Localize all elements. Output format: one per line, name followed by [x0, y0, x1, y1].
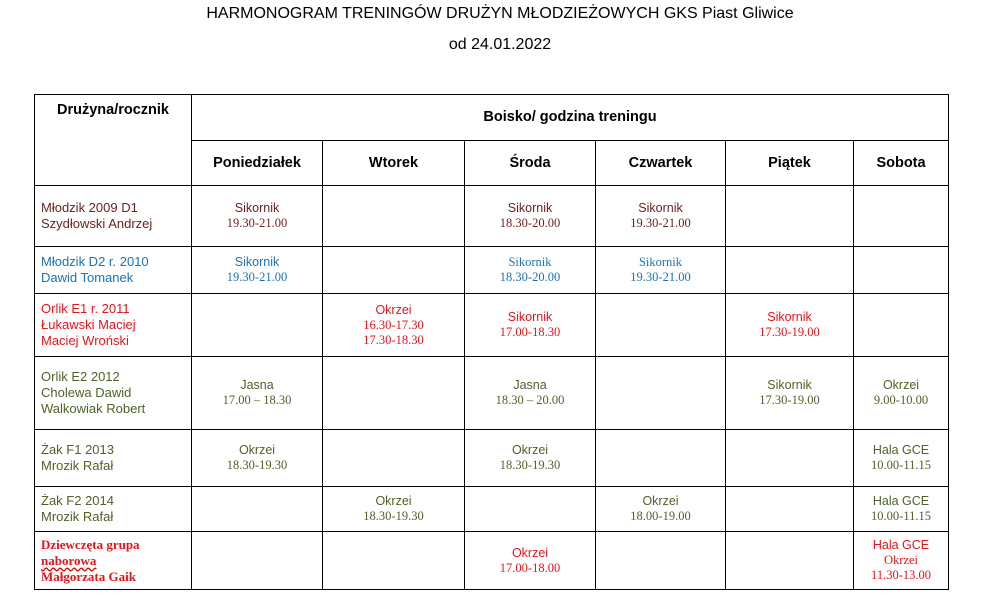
- team-line: Mrozik Rafał: [41, 509, 114, 524]
- training-cell: [323, 487, 465, 532]
- training-line: Sikornik: [638, 201, 683, 215]
- day-header-wednesday: Środa: [465, 141, 596, 186]
- team-line: Walkowiak Robert: [41, 401, 146, 416]
- team-cell: [35, 487, 192, 532]
- training-line: Jasna: [240, 378, 274, 392]
- training-line: Okrzei: [884, 553, 919, 567]
- training-cell: [596, 247, 726, 294]
- team-cell: [35, 186, 192, 247]
- training-cell: [596, 430, 726, 487]
- training-line: 18.30 – 20.00: [495, 393, 565, 407]
- training-line: 18.30-20.00: [499, 270, 561, 284]
- team-line: Małgorzata Gaik: [41, 568, 136, 584]
- training-cell: [596, 186, 726, 247]
- team-line: Żak F1 2013: [41, 442, 114, 457]
- training-line: Okrzei: [511, 443, 549, 457]
- training-cell: [854, 430, 949, 487]
- training-line: Sikornik: [508, 255, 552, 269]
- day-header-saturday: Sobota: [854, 141, 949, 186]
- training-line: 10.00-11.15: [871, 458, 931, 472]
- training-line: 18.00-19.00: [630, 509, 691, 523]
- training-cell: [192, 487, 323, 532]
- training-cell: [192, 357, 323, 430]
- team-line: Młodzik 2009 D1: [41, 200, 138, 215]
- training-line: 19.30-21.00: [226, 270, 288, 284]
- training-cell: [726, 532, 854, 590]
- training-cell: [726, 186, 854, 247]
- day-header-monday: Poniedziałek: [192, 141, 323, 186]
- team-line: Cholewa Dawid: [41, 385, 132, 400]
- schedule-row: [35, 294, 949, 357]
- training-line: Okrzei: [375, 494, 412, 508]
- training-line: Sikornik: [638, 255, 683, 269]
- training-line: Sikornik: [767, 378, 812, 392]
- page-title: HARMONOGRAM TRENINGÓW DRUŻYN MŁODZIEŻOWYCH GKS Piast Gliwice: [206, 5, 794, 22]
- team-line: Maciej Wroński: [41, 333, 129, 348]
- training-line: Okrzei: [882, 378, 920, 392]
- training-line: 17.30-19.00: [759, 393, 820, 407]
- team-line: Orlik E1 r. 2011: [41, 301, 130, 316]
- training-line: 19.30-21.00: [630, 216, 691, 230]
- training-cell: [726, 294, 854, 357]
- team-cell: [35, 294, 192, 357]
- team-cell: [35, 357, 192, 430]
- training-line: 18.30-19.30: [499, 458, 561, 472]
- training-cell: [854, 357, 949, 430]
- team-cell: [35, 247, 192, 294]
- schedule-row: [35, 430, 949, 487]
- schedule-row: [35, 357, 949, 430]
- training-cell: [465, 487, 596, 532]
- schedule-row: [35, 247, 949, 294]
- team-line: naborowa: [41, 552, 97, 568]
- training-cell: [596, 532, 726, 590]
- team-line: Żak F2 2014: [41, 493, 114, 508]
- training-line: 18.30-20.00: [499, 216, 561, 230]
- field-time-group-header: Boisko/ godzina treningu: [192, 95, 949, 141]
- training-cell: [192, 247, 323, 294]
- training-cell: [596, 487, 726, 532]
- training-line: Okrzei: [642, 494, 679, 508]
- team-cell: [35, 430, 192, 487]
- training-line: Jasna: [513, 378, 547, 392]
- training-cell: [465, 357, 596, 430]
- schedule-table: [34, 94, 949, 590]
- training-line: Sikornik: [767, 310, 812, 324]
- training-line: 17.30-18.30: [363, 332, 424, 347]
- training-cell: [854, 186, 949, 247]
- training-cell: [192, 294, 323, 357]
- training-line: Hala GCE: [872, 494, 930, 508]
- day-header-friday: Piątek: [726, 141, 854, 186]
- training-line: 19.30-21.00: [226, 216, 288, 230]
- training-cell: [465, 294, 596, 357]
- training-cell: [596, 294, 726, 357]
- training-cell: [323, 430, 465, 487]
- team-line: Dawid Tomanek: [41, 270, 134, 285]
- training-cell: [726, 357, 854, 430]
- training-line: Hala GCE: [872, 443, 930, 457]
- training-cell: [192, 430, 323, 487]
- page-subtitle: od 24.01.2022: [448, 36, 552, 53]
- training-line: Okrzei: [511, 545, 549, 560]
- training-line: 17.00-18.00: [499, 560, 561, 575]
- team-line: Orlik E2 2012: [41, 369, 120, 384]
- training-cell: [465, 430, 596, 487]
- training-cell: [465, 186, 596, 247]
- training-cell: [854, 247, 949, 294]
- day-header-thursday: Czwartek: [596, 141, 726, 186]
- schedule-row: [35, 487, 949, 532]
- training-cell: [465, 247, 596, 294]
- team-line: Łukawski Maciej: [41, 317, 136, 332]
- schedule-row: [35, 532, 949, 590]
- training-cell: [323, 186, 465, 247]
- training-cell: [854, 487, 949, 532]
- team-line: Szydłowski Andrzej: [41, 216, 153, 231]
- header-row: [35, 95, 949, 141]
- training-line: 17.30-19.00: [759, 325, 820, 339]
- training-line: 10.00-11.15: [871, 509, 931, 523]
- training-line: 18.30-19.30: [363, 509, 424, 523]
- team-line: Dziewczęta grupa: [41, 536, 140, 552]
- training-cell: [465, 532, 596, 590]
- training-line: 17.00-18.30: [499, 325, 561, 339]
- training-line: Sikornik: [507, 310, 553, 324]
- training-cell: [323, 357, 465, 430]
- training-line: Okrzei: [238, 443, 276, 457]
- training-line: Sikornik: [507, 201, 553, 215]
- training-cell: [323, 247, 465, 294]
- training-line: Hala GCE: [872, 538, 930, 552]
- training-cell: [726, 247, 854, 294]
- training-cell: [192, 532, 323, 590]
- team-line: Młodzik D2 r. 2010: [41, 254, 149, 269]
- team-column-header: Drużyna/rocznik: [35, 95, 192, 186]
- team-cell: [35, 532, 192, 590]
- training-cell: [192, 186, 323, 247]
- training-line: Okrzei: [375, 302, 412, 317]
- training-cell: [854, 294, 949, 357]
- training-cell: [854, 532, 949, 590]
- day-header-tuesday: Wtorek: [323, 141, 465, 186]
- training-cell: [596, 357, 726, 430]
- training-line: Sikornik: [234, 255, 280, 269]
- training-line: 19.30-21.00: [630, 270, 691, 284]
- training-cell: [323, 294, 465, 357]
- training-line: 11.30-13.00: [871, 568, 931, 582]
- team-line: Mrozik Rafał: [41, 458, 114, 473]
- training-line: 9.00-10.00: [873, 393, 929, 407]
- training-cell: [726, 487, 854, 532]
- training-cell: [726, 430, 854, 487]
- schedule-body: [35, 186, 949, 590]
- training-line: Sikornik: [234, 201, 280, 215]
- training-line: 18.30-19.30: [226, 458, 288, 472]
- schedule-row: [35, 186, 949, 247]
- training-cell: [323, 532, 465, 590]
- training-line: 16.30-17.30: [363, 317, 424, 332]
- training-line: 17.00 – 18.30: [222, 393, 292, 407]
